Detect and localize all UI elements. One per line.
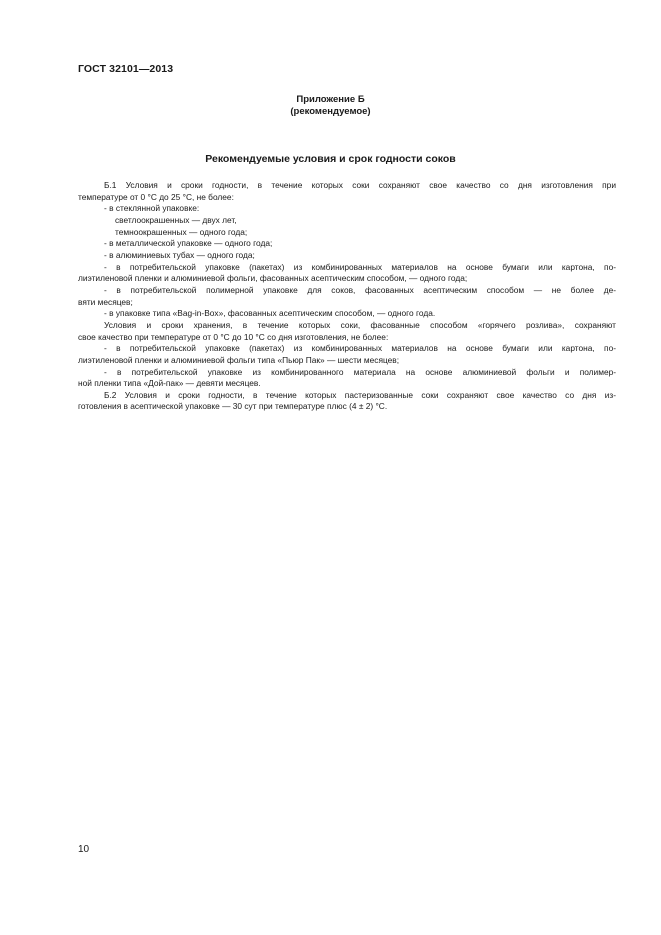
- text-line: - в потребительской упаковке (пакетах) из комбинированных материалов на основе бумаги или картона, по-: [104, 343, 616, 354]
- text-line: лиэтиленовой пленки и алюминиевой фольги типа «Пьюр Пак» — шести месяцев;: [78, 354, 400, 365]
- appendix-subtitle: (рекомендуемое): [290, 106, 371, 117]
- text-line: темноокрашенных — одного года;: [115, 226, 248, 237]
- text-line: вяти месяцев;: [78, 296, 133, 307]
- text-line: - в стеклянной упаковке:: [104, 203, 200, 214]
- text-line: свое качество при температуре от 0 °С до 10 °С со дня изготовления, не более:: [78, 331, 389, 342]
- text-line: температуре от 0 °С до 25 °С, не более:: [78, 191, 234, 202]
- text-line: Б.1 Условия и сроки годности, в течение которых соки сохраняют свое качество со дня изготовления при: [104, 180, 616, 190]
- text-line: Б.2 Условия и сроки годности, в течение которых пастеризованные соки сохраняют свое качество со дня из-: [104, 389, 616, 400]
- text-line: - в потребительской упаковке из комбинированного материала на основе алюминиевой фольги и полимер-: [104, 366, 616, 377]
- page-number: 10: [78, 844, 90, 855]
- section-title: Рекомендуемые условия и срок годности соков: [205, 153, 456, 165]
- text-line: светлоокрашенных — двух лет,: [115, 214, 237, 225]
- text-line: ной пленки типа «Дой-пак» — девяти месяцев.: [78, 378, 261, 389]
- text-line: Условия и сроки хранения, в течение которых соки, фасованные способом «горячего розлива», сохраняют: [104, 319, 616, 330]
- text-line: - в алюминиевых тубах — одного года;: [104, 249, 255, 260]
- text-line: готовления в асептической упаковке — 30 сут при температуре плюс (4 ± 2) °С.: [78, 401, 388, 412]
- text-line: - в упаковке типа «Bag-in-Box», фасованных асептическим способом, — одного года.: [104, 308, 436, 319]
- appendix-title: Приложение Б: [296, 94, 365, 105]
- text-line: - в металлической упаковке — одного года;: [104, 238, 273, 249]
- text-line: - в потребительской упаковке (пакетах) из комбинированных материалов на основе бумаги или картона, по-: [104, 261, 616, 272]
- body-text: [78, 180, 616, 413]
- text-line: - в потребительской полимерной упаковке для соков, фасованных асептическим способом — не более де-: [104, 284, 616, 295]
- text-line: лиэтиленовой пленки и алюминиевой фольги, фасованных асептическим способом, — одного года;: [78, 273, 468, 284]
- document-header: ГОСТ 32101—2013: [78, 63, 174, 75]
